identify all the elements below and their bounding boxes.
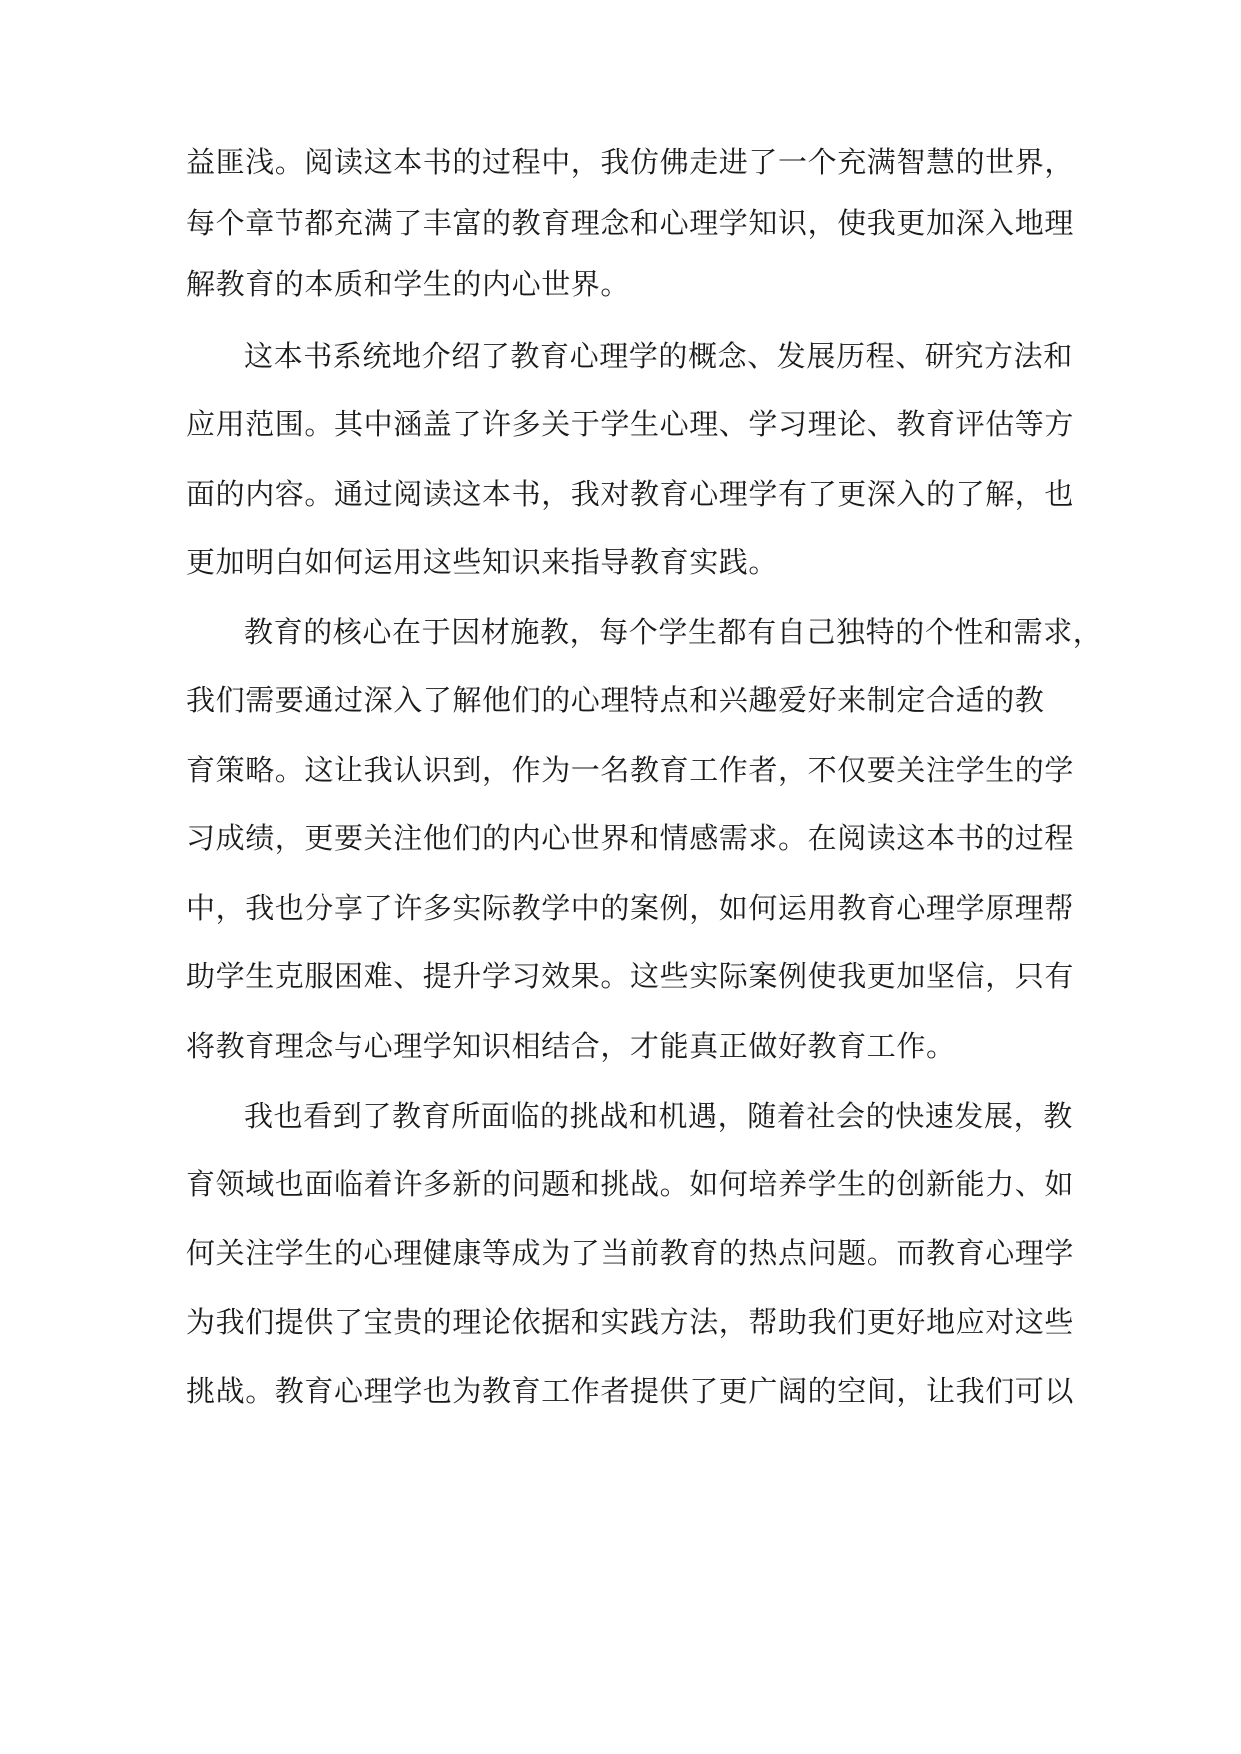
text-line: 何关注学生的心理健康等成为了当前教育的热点问题。而教育心理学 — [186, 1236, 1075, 1270]
text-line: 每个章节都充满了丰富的教育理念和心理学知识，使我更加深入地理 — [186, 206, 1075, 240]
text-line: 解教育的本质和学生的内心世界。 — [186, 267, 631, 301]
text-line: 挑战。教育心理学也为教育工作者提供了更广阔的空间，让我们可以 — [186, 1374, 1075, 1408]
text-line: 益匪浅。阅读这本书的过程中，我仿佛走进了一个充满智慧的世界， — [186, 145, 1075, 179]
paragraph-first-line: 我也看到了教育所面临的挑战和机遇，随着社会的快速发展，教 — [244, 1099, 1073, 1133]
text-line: 面的内容。通过阅读这本书，我对教育心理学有了更深入的了解，也 — [186, 477, 1075, 511]
text-line: 育策略。这让我认识到，作为一名教育工作者，不仅要关注学生的学 — [186, 753, 1075, 787]
text-line: 将教育理念与心理学知识相结合，才能真正做好教育工作。 — [186, 1029, 956, 1063]
text-line: 应用范围。其中涵盖了许多关于学生心理、学习理论、教育评估等方 — [186, 407, 1075, 441]
text-line: 我们需要通过深入了解他们的心理特点和兴趣爱好来制定合适的教 — [186, 683, 1045, 717]
paragraph-first-line: 这本书系统地介绍了教育心理学的概念、发展历程、研究方法和 — [244, 339, 1073, 373]
text-line: 习成绩，更要关注他们的内心世界和情感需求。在阅读这本书的过程 — [186, 821, 1075, 855]
text-line: 更加明白如何运用这些知识来指导教育实践。 — [186, 545, 779, 579]
text-line: 助学生克服困难、提升学习效果。这些实际案例使我更加坚信，只有 — [186, 959, 1075, 993]
text-line: 为我们提供了宝贵的理论依据和实践方法，帮助我们更好地应对这些 — [186, 1305, 1075, 1339]
paragraph-first-line: 教育的核心在于因材施教，每个学生都有自己独特的个性和需求， — [244, 615, 1103, 649]
text-line: 中，我也分享了许多实际教学中的案例，如何运用教育心理学原理帮 — [186, 891, 1075, 925]
text-line: 育领域也面临着许多新的问题和挑战。如何培养学生的创新能力、如 — [186, 1167, 1075, 1201]
